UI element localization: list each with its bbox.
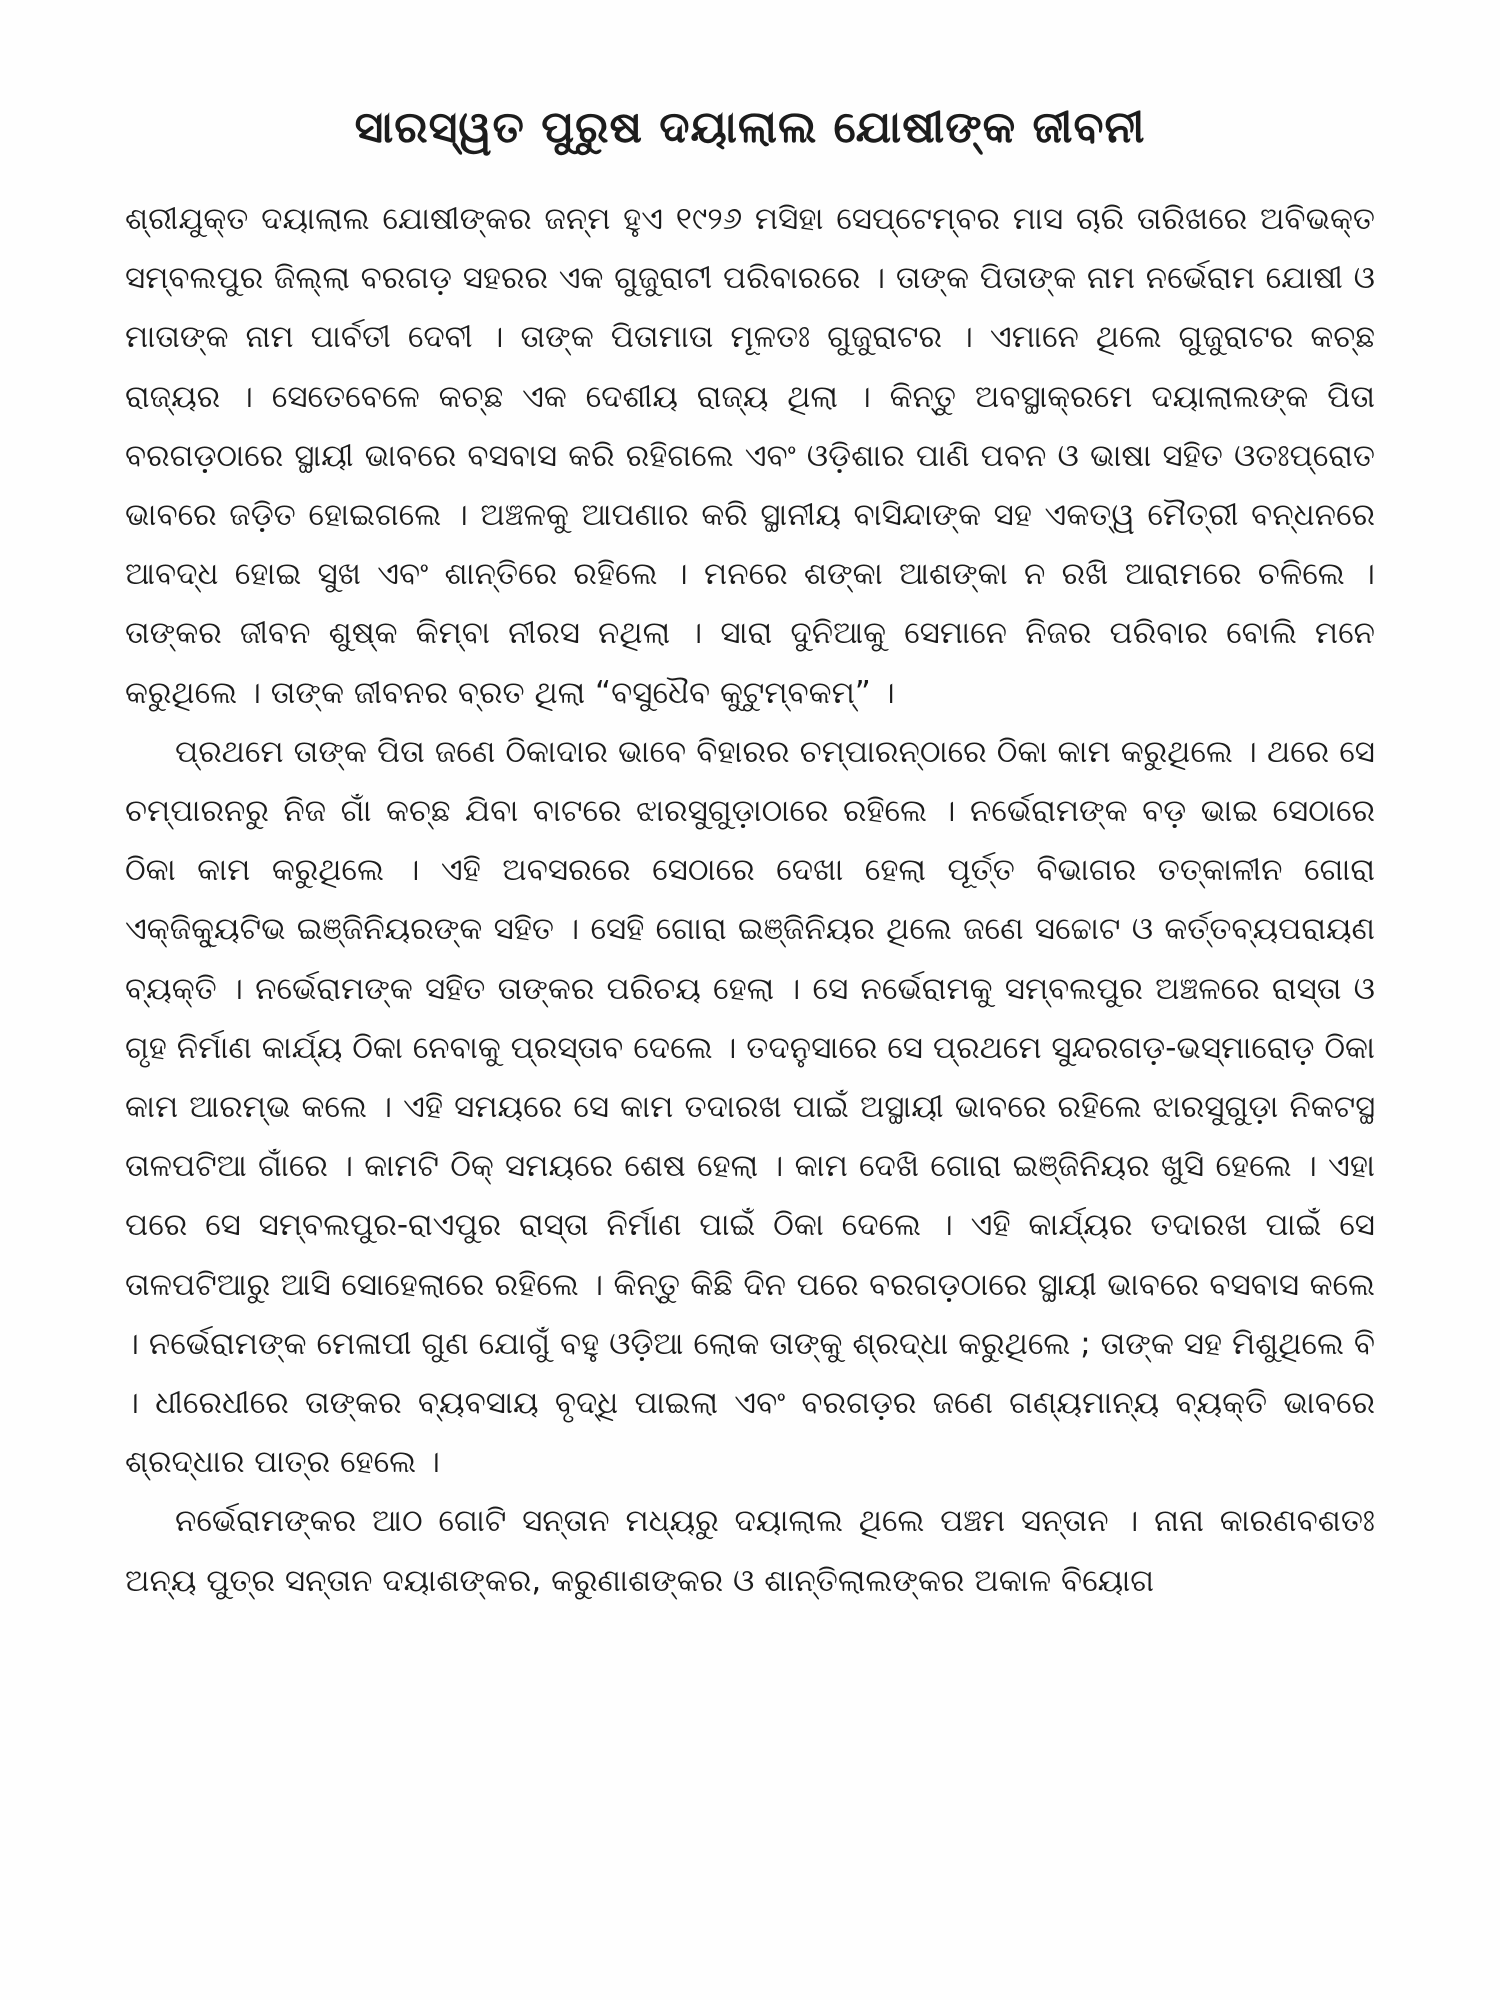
- paragraph-siblings: ନର୍ଭେରାମଙ୍କର ଆଠ ଗୋଟି ସନ୍ତାନ ମଧ୍ୟରୁ ଦୟାଲାଲ ଥିଲେ ପଞ୍ଚମ ସନ୍ତାନ । ନାନା କାରଣବଶତଃ ଅନ୍ୟ ପୁତ୍ର ସନ୍ତାନ ଦୟାଶଙ୍କର, କରୁଣାଶଙ୍କର ଓ ଶାନ୍ତିଲାଲଙ୍କର ଅକାଳ ବିୟୋଗ: [125, 1503, 1375, 1599]
- page-title: ସାରସ୍ୱତ ପୁରୁଷ ଦୟାଲାଲ ଯୋଷୀଙ୍କ ଜୀବନୀ: [354, 102, 1146, 153]
- paragraph-birth-family: ଶ୍ରୀଯୁକ୍ତ ଦୟାଲାଲ ଯୋଷୀଙ୍କର ଜନ୍ମ ହୁଏ ୧୯୨୬ ମସିହା ସେପ୍‌ଟେମ୍ବର ମାସ ଚାରି ତାରିଖରେ ଅବିଭକ୍ତ ସମ୍ବଲପୁର ଜିଲ୍ଲା ବରଗଡ଼ ସହରର ଏକ ଗୁଜୁରାଟୀ ପରିବାରରେ । ତାଙ୍କ ପିତାଙ୍କ ନାମ ନର୍ଭେରାମ ଯୋଷୀ ଓ ମାତାଙ୍କ ନାମ ପାର୍ବତୀ ଦେବୀ । ତାଙ୍କ ପିତାମାତା ମୂଳତଃ ଗୁଜୁରାଟର । ଏମାନେ ଥିଲେ ଗୁଜୁରାଟର କଚ୍ଛ ରାଜ୍ୟର । ସେତେବେଳେ କଚ୍ଛ ଏକ ଦେଶୀୟ ରାଜ୍ୟ ଥିଲା । କିନ୍ତୁ ଅବସ୍ଥାକ୍ରମେ ଦୟାଲାଲଙ୍କ ପିତା ବରଗଡ଼ଠାରେ ସ୍ଥାୟୀ ଭାବରେ ବସବାସ କରି ରହିଗଲେ ଏବଂ ଓଡ଼ିଶାର ପାଣି ପବନ ଓ ଭାଷା ସହିତ ଓତଃପ୍ରୋତ ଭାବରେ ଜଡ଼ିତ ହୋଇଗଲେ । ଅଞ୍ଚଳକୁ ଆପଣାର କରି ସ୍ଥାନୀୟ ବାସିନ୍ଦାଙ୍କ ସହ ଏକତ୍ୱ ମୈତ୍ରୀ ବନ୍ଧନରେ ଆବଦ୍ଧ ହୋଇ ସୁଖ ଏବଂ ଶାନ୍ତିରେ ରହିଲେ । ମନରେ ଶଙ୍କା ଆଶଙ୍କା ନ ରଖି ଆରାମରେ ଚଳିଲେ । ତାଙ୍କର ଜୀବନ ଶୁଷ୍କ କିମ୍ବା ନୀରସ ନଥିଲା । ସାରା ଦୁନିଆକୁ ସେମାନେ ନିଜର ପରିବାର ବୋଲି ମନେ କରୁଥିଲେ । ତାଙ୍କ ଜୀବନର ବ୍ରତ ଥିଲା “ବସୁଧୈବ କୁଟୁମ୍ବକମ୍” ।: [125, 201, 1375, 711]
- paragraph-father-career: ପ୍ରଥମେ ତାଙ୍କ ପିତା ଜଣେ ଠିକାଦାର ଭାବେ ବିହାରର ଚମ୍ପାରନ୍‌ଠାରେ ଠିକା କାମ କରୁଥିଲେ । ଥରେ ସେ ଚମ୍ପାରନରୁ ନିଜ ଗାଁ କଚ୍ଛ ଯିବା ବାଟରେ ଝାରସୁଗୁଡ଼ାଠାରେ ରହିଲେ । ନର୍ଭେରାମଙ୍କ ବଡ଼ ଭାଇ ସେଠାରେ ଠିକା କାମ କରୁଥିଲେ । ଏହି ଅବସରରେ ସେଠାରେ ଦେଖା ହେଲା ପୂର୍ତ୍ତ ବିଭାଗର ତତ୍‌କାଳୀନ ଗୋରା ଏକ୍‌ଜିକ୍ୟୁଟିଭ ଇଞ୍ଜିନିୟରଙ୍କ ସହିତ । ସେହି ଗୋରା ଇଞ୍ଜିନିୟର ଥିଲେ ଜଣେ ସଚ୍ଚୋଟ ଓ କର୍ତ୍ତବ୍ୟପରାୟଣ ବ୍ୟକ୍ତି । ନର୍ଭେରାମଙ୍କ ସହିତ ତାଙ୍କର ପରିଚୟ ହେଲା । ସେ ନର୍ଭେରାମକୁ ସମ୍ବଲପୁର ଅଞ୍ଚଳରେ ରାସ୍ତା ଓ ଗୃହ ନିର୍ମାଣ କାର୍ଯ୍ୟ ଠିକା ନେବାକୁ ପ୍ରସ୍ତାବ ଦେଲେ । ତଦନୁସାରେ ସେ ପ୍ରଥମେ ସୁନ୍ଦରଗଡ଼-ଭସ୍ମାରୋଡ଼ ଠିକା କାମ ଆରମ୍ଭ କଲେ । ଏହି ସମୟରେ ସେ କାମ ତଦାରଖ ପାଇଁ ଅସ୍ଥାୟୀ ଭାବରେ ରହିଲେ ଝାରସୁଗୁଡ଼ା ନିକଟସ୍ଥ ତାଳପଟିଆ ଗାଁରେ । କାମଟି ଠିକ୍ ସମୟରେ ଶେଷ ହେଲା । କାମ ଦେଖି ଗୋରା ଇଞ୍ଜିନିୟର ଖୁସି ହେଲେ । ଏହା ପରେ ସେ ସମ୍ବଲପୁର-ରାଏପୁର ରାସ୍ତା ନିର୍ମାଣ ପାଇଁ ଠିକା ଦେଲେ । ଏହି କାର୍ଯ୍ୟର ତଦାରଖ ପାଇଁ ସେ ତାଳପଟିଆରୁ ଆସି ସୋହେଲାରେ ରହିଲେ । କିନ୍ତୁ କିଛି ଦିନ ପରେ ବରଗଡ଼ଠାରେ ସ୍ଥାୟୀ ଭାବରେ ବସବାସ କଲେ । ନର୍ଭେରାମଙ୍କ ମେଳାପୀ ଗୁଣ ଯୋଗୁଁ ବହୁ ଓଡ଼ିଆ ଲୋକ ତାଙ୍କୁ ଶ୍ରଦ୍ଧା କରୁଥିଲେ ; ତାଙ୍କ ସହ ମିଶୁଥିଲେ ବି । ଧୀରେଧୀରେ ତାଙ୍କର ବ୍ୟବସାୟ ବୃଦ୍ଧି ପାଇଲା ଏବଂ ବରଗଡ଼ର ଜଣେ ଗଣ୍ୟମାନ୍ୟ ବ୍ୟକ୍ତି ଭାବରେ ଶ୍ରଦ୍ଧାର ପାତ୍ର ହେଲେ ।: [125, 733, 1375, 1481]
